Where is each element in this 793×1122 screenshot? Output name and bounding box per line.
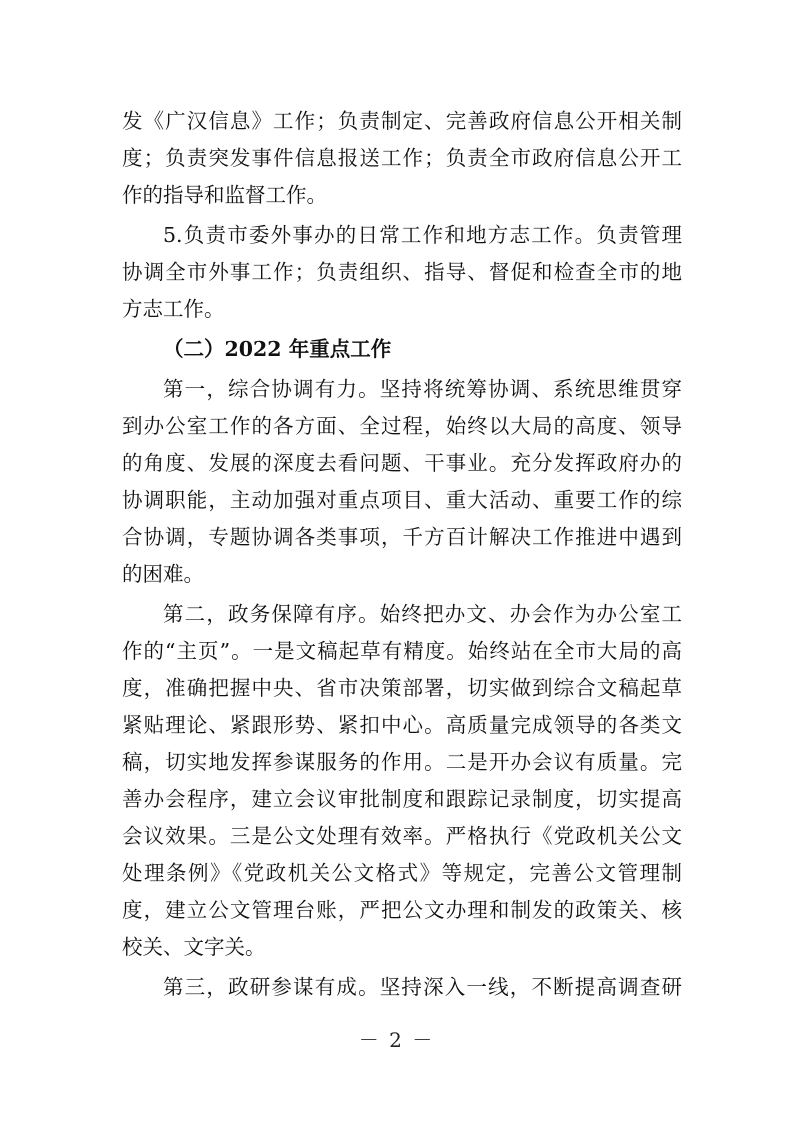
text-line: 协调职能，主动加强对重点项目、重大活动、重要工作的综 — [122, 488, 682, 512]
text-line: 方志工作。 — [122, 297, 225, 321]
text-line: 的困难。 — [122, 562, 204, 586]
section-heading: （二）2022 年重点工作 — [163, 337, 392, 361]
text-line: 度，准确把握中央、省市决策部署，切实做到综合文稿起草 — [122, 676, 682, 700]
text-line: 度；负责突发事件信息报送工作；负责全市政府信息公开工 — [122, 146, 682, 170]
text-line: 处理条例》《党政机关公文格式》等规定，完善公文管理制 — [122, 861, 682, 885]
page-number: － 2 － — [358, 1028, 435, 1052]
text-line: 作的指导和监督工作。 — [122, 183, 327, 207]
text-line: 协调全市外事工作；负责组织、指导、督促和检查全市的地 — [122, 260, 682, 284]
text-line: 紧贴理论、紧跟形势、紧扣中心。高质量完成领导的各类文 — [122, 713, 682, 737]
text-line: 稿，切实地发挥参谋服务的作用。二是开办会议有质量。完 — [122, 750, 682, 774]
text-line: 第二，政务保障有序。始终把办文、办会作为办公室工 — [163, 602, 682, 626]
text-line: 第一，综合协调有力。坚持将统筹协调、系统思维贯穿 — [163, 377, 682, 401]
text-line: 善办会程序，建立会议审批制度和跟踪记录制度，切实提高 — [122, 787, 682, 811]
text-line: 到办公室工作的各方面、全过程，始终以大局的高度、领导 — [122, 414, 682, 438]
text-line: 度，建立公文管理台账，严把公文办理和制发的政策关、核 — [122, 898, 682, 922]
text-line: 校关、文字关。 — [122, 935, 266, 959]
text-line: 第三，政研参谋有成。坚持深入一线，不断提高调查研 — [163, 975, 682, 999]
text-line: 作的“主页”。一是文稿起草有精度。始终站在全市大局的高 — [122, 639, 682, 663]
text-line: 合协调，专题协调各类事项，千方百计解决工作推进中遇到 — [122, 525, 682, 549]
text-line: 发《广汉信息》工作；负责制定、完善政府信息公开相关制 — [122, 109, 682, 133]
text-line: 会议效果。三是公文处理有效率。严格执行《党政机关公文 — [122, 824, 682, 848]
text-line: 5.负责市委外事办的日常工作和地方志工作。负责管理 — [163, 223, 682, 247]
text-line: 的角度、发展的深度去看问题、干事业。充分发挥政府办的 — [122, 451, 682, 475]
document-body — [122, 103, 682, 1006]
